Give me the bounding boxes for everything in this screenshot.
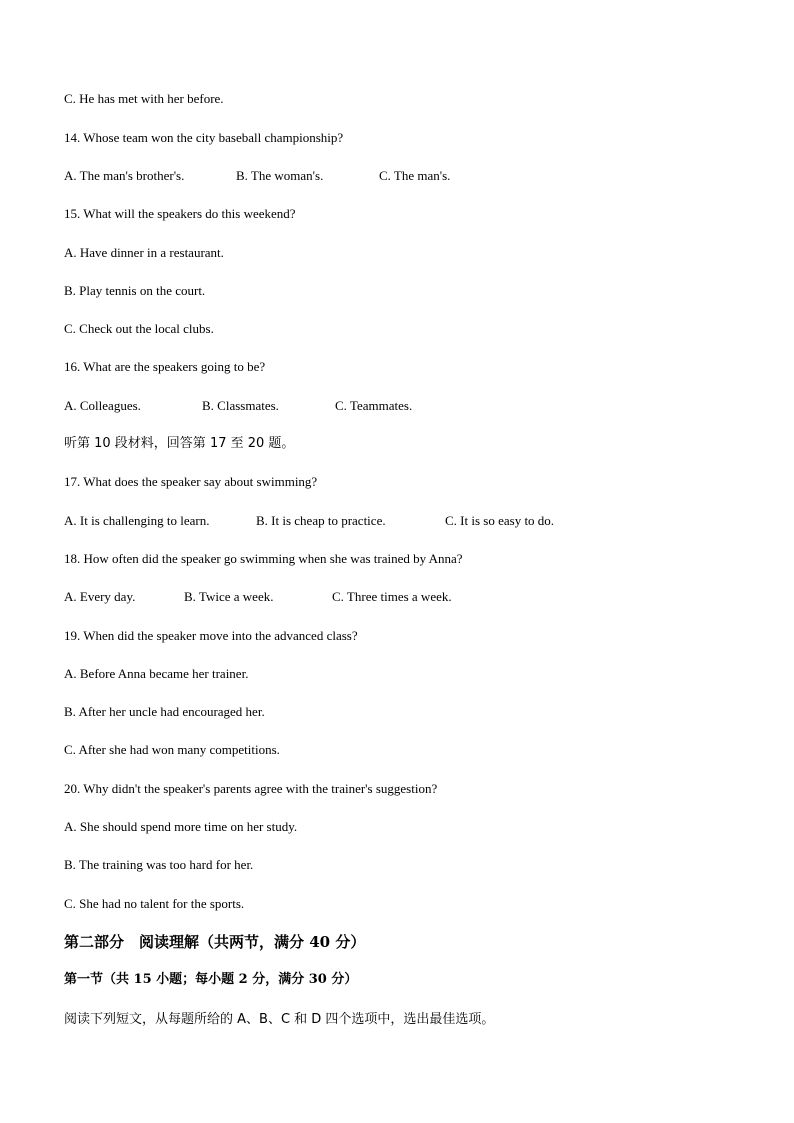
q18-option-b: B. Twice a week.	[184, 589, 274, 604]
part2-heading: 第二部分 阅读理解（共两节，满分 40 分）	[64, 933, 366, 951]
q14-option-a: A. The man's brother's.	[64, 168, 185, 183]
q16-option-a: A. Colleagues.	[64, 398, 141, 413]
q18-option-a: A. Every day.	[64, 589, 136, 604]
section1-heading: 第一节（共 15 小题；每小题 2 分，满分 30 分）	[64, 972, 358, 987]
q15-stem: 15. What will the speakers do this weekend?	[64, 206, 296, 221]
q14-stem: 14. Whose team won the city baseball championship?	[64, 130, 344, 145]
q16-option-c: C. Teammates.	[335, 398, 413, 413]
q19-option-c: C. After she had won many competitions.	[64, 742, 280, 757]
q19-stem: 19. When did the speaker move into the advanced class?	[64, 628, 358, 643]
q19-option-a: A. Before Anna became her trainer.	[64, 666, 249, 681]
q20-option-c: C. She had no talent for the sports.	[64, 896, 245, 911]
material-10-instruction: 听第 10 段材料，回答第 17 至 20 题。	[64, 436, 295, 451]
q16-option-b: B. Classmates.	[202, 398, 279, 413]
q20-option-b: B. The training was too hard for her.	[64, 857, 254, 872]
q17-option-a: A. It is challenging to learn.	[64, 513, 210, 528]
q17-stem: 17. What does the speaker say about swimming?	[64, 474, 318, 489]
q14-option-b: B. The woman's.	[236, 168, 324, 183]
q15-option-c: C. Check out the local clubs.	[64, 321, 214, 336]
q18-stem: 18. How often did the speaker go swimming when she was trained by Anna?	[64, 551, 463, 566]
q16-stem: 16. What are the speakers going to be?	[64, 359, 266, 374]
q17-option-c: C. It is so easy to do.	[445, 513, 555, 528]
q15-option-a: A. Have dinner in a restaurant.	[64, 245, 224, 260]
q19-option-b: B. After her uncle had encouraged her.	[64, 704, 265, 719]
reading-instruction: 阅读下列短文，从每题所给的 A、B、C 和 D 四个选项中，选出最佳选项。	[64, 1012, 495, 1027]
q14-option-c: C. The man's.	[379, 168, 451, 183]
q13-option-c: C. He has met with her before.	[64, 91, 224, 106]
q20-stem: 20. Why didn't the speaker's parents agree with the trainer's suggestion?	[64, 781, 438, 796]
q15-option-b: B. Play tennis on the court.	[64, 283, 206, 298]
q20-option-a: A. She should spend more time on her study.	[64, 819, 298, 834]
q18-option-c: C. Three times a week.	[332, 589, 452, 604]
q17-option-b: B. It is cheap to practice.	[256, 513, 386, 528]
